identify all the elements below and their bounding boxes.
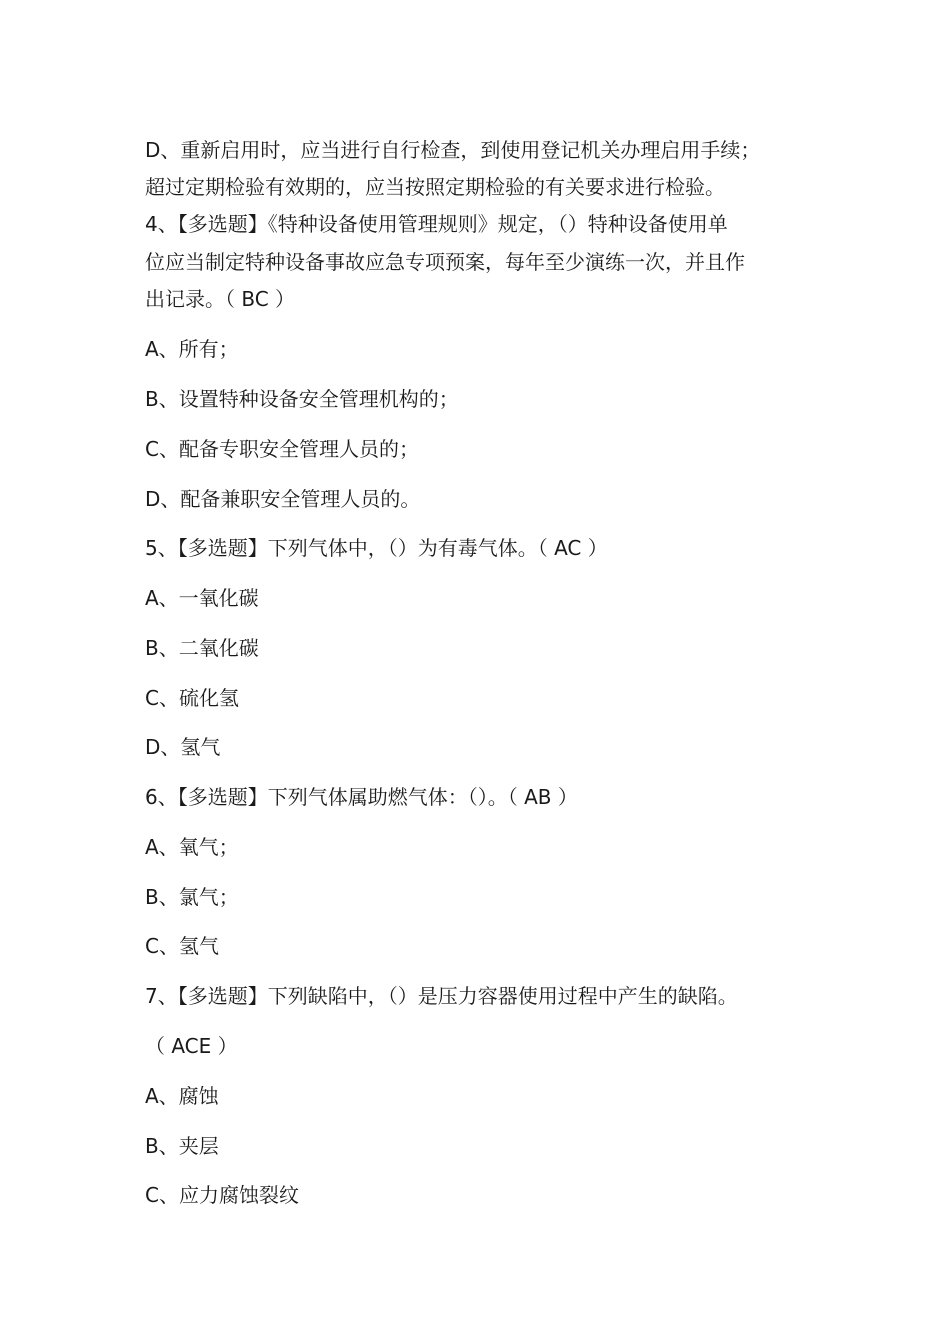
question-7-option-c: C、应力腐蚀裂纹 [145, 1183, 299, 1207]
question-6-option-a: A、氧气； [145, 835, 239, 859]
question-4-option-a: A、所有； [145, 337, 239, 361]
question-6-option-c: C、氢气 [145, 934, 219, 958]
question-4-line-3: 出记录。（ BC ） [145, 287, 296, 311]
question-6-stem: 6、【多选题】下列气体属助燃气体：（）。（ AB ） [145, 785, 578, 809]
question-5-option-d: D、氢气 [145, 735, 221, 759]
question-4-option-d: D、配备兼职安全管理人员的。 [145, 487, 421, 511]
question-4-line-1: 4、【多选题】《特种设备使用管理规则》规定，（）特种设备使用单 [145, 212, 728, 236]
question-6-option-b: B、氯气； [145, 885, 239, 909]
question-7-answer: （ ACE ） [145, 1034, 238, 1058]
option-d-line-1: D、重新启用时，应当进行自行检查，到使用登记机关办理启用手续； [145, 138, 761, 162]
question-5-option-c: C、硫化氢 [145, 686, 239, 710]
question-5-option-a: A、一氧化碳 [145, 586, 259, 610]
question-5-stem: 5、【多选题】下列气体中，（）为有毒气体。（ AC ） [145, 536, 608, 560]
question-4-line-2: 位应当制定特种设备事故应急专项预案，每年至少演练一次，并且作 [145, 250, 745, 274]
question-4-option-b: B、设置特种设备安全管理机构的； [145, 387, 459, 411]
question-4-option-c: C、配备专职安全管理人员的； [145, 437, 419, 461]
question-7-option-a: A、腐蚀 [145, 1084, 219, 1108]
question-7-stem-line-1: 7、【多选题】下列缺陷中，（）是压力容器使用过程中产生的缺陷。 [145, 984, 738, 1008]
question-5-option-b: B、二氧化碳 [145, 636, 259, 660]
option-d-line-2: 超过定期检验有效期的，应当按照定期检验的有关要求进行检验。 [145, 175, 725, 199]
question-7-option-b: B、夹层 [145, 1134, 219, 1158]
